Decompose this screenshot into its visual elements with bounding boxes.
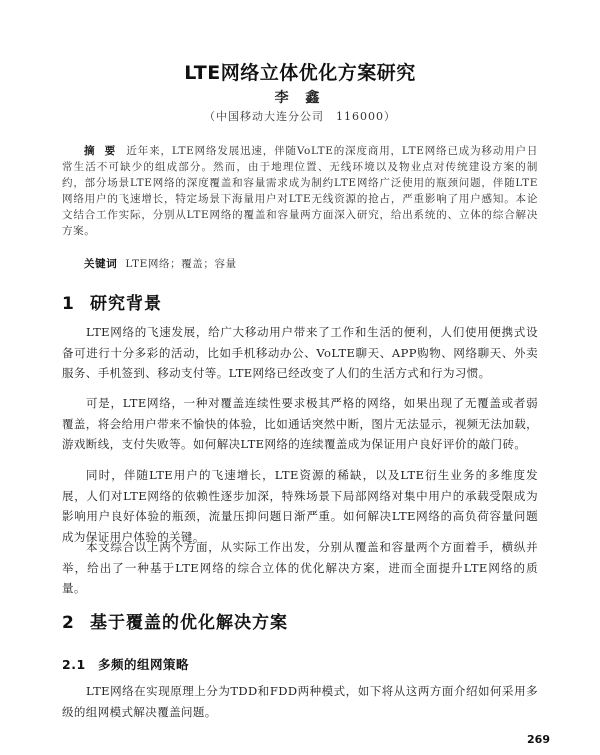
section-1-paragraph-3: 同时，伴随LTE用户的飞速增长，LTE资源的稀缺，以及LTE衍生业务的多维度发展，人们对LTE网络的依赖性逐步加深，特殊场景下局部网络对集中用户的承载受限成为影响用户良好体验的瓶颈，流量压抑问题日渐严重。如何解决LTE网络的高负荷容量问题成为保证用户体验的关键。 <box>62 468 538 544</box>
author-affiliation: （中国移动大连分公司 116000） <box>204 110 396 123</box>
section-1-heading <box>62 289 162 314</box>
paper-title: LTE网络立体优化方案研究 <box>184 62 416 84</box>
subsection-2-1-title: 多频的组网策略 <box>98 657 190 672</box>
section-2-number: 2 <box>62 613 75 633</box>
subsection-2-1-paragraph-1: LTE网络在实现原理上分为TDD和FDD两种模式，如下将从这两方面介绍如何采用多级的组网模式解决覆盖问题。 <box>62 684 538 719</box>
abstract <box>62 143 538 239</box>
subsection-2-1-number: 2.1 <box>62 657 86 672</box>
page-number: 269 <box>527 733 550 746</box>
section-2-title: 基于覆盖的优化解决方案 <box>90 613 288 633</box>
section-1-title: 研究背景 <box>90 294 162 314</box>
keywords <box>84 256 538 271</box>
abstract-label: 摘 要 <box>84 145 119 157</box>
keywords-text: LTE网络；覆盖；容量 <box>125 258 237 270</box>
abstract-text: 近年来，LTE网络发展迅速，伴随VoLTE的深度商用，LTE网络已成为移动用户日常生活不可缺少的组成部分。然而，由于地理位置、无线环境以及物业点对传统建设方案的制约，部分场景LTE网络的深度覆盖和容量需求成为制约LTE网络广泛使用的瓶颈问题，伴随LTE网络用户的飞速增长，特定场景下海量用户对LTE无线资源的抢占，严重影响了用户感知。本论文结合工作实际，分别从LTE网络的覆盖和容量两方面深入研究，给出系统的、立体的综合解决方案。 <box>62 145 539 237</box>
section-1-number: 1 <box>62 294 75 314</box>
subsection-2-1-heading <box>62 655 189 673</box>
keywords-label: 关键词 <box>84 258 118 270</box>
section-1-paragraph-4: 本文综合以上两个方面，从实际工作出发，分别从覆盖和容量两个方面着手，横纵并举，给出了一种基于LTE网络的综合立体的优化解决方案，进而全面提升LTE网络的质量。 <box>62 540 538 595</box>
section-1-paragraph-2: 可是，LTE网络，一种对覆盖连续性要求极其严格的网络，如果出现了无覆盖或者弱覆盖，将会给用户带来不愉快的体验，比如通话突然中断，图片无法显示，视频无法加载，游戏断线，支付失败等。如何解决LTE网络的连续覆盖成为保证用户良好评价的敲门砖。 <box>62 396 538 451</box>
section-1-paragraph-1: LTE网络的飞速发展，给广大移动用户带来了工作和生活的便利，人们使用便携式设备可进行十分多彩的活动，比如手机移动办公、VoLTE聊天、APP购物、网络聊天、外卖服务、手机签到、移动支付等。LTE网络已经改变了人们的生活方式和行为习惯。 <box>62 325 538 380</box>
author-name: 李 鑫 <box>274 90 326 106</box>
section-2-heading <box>62 608 288 633</box>
